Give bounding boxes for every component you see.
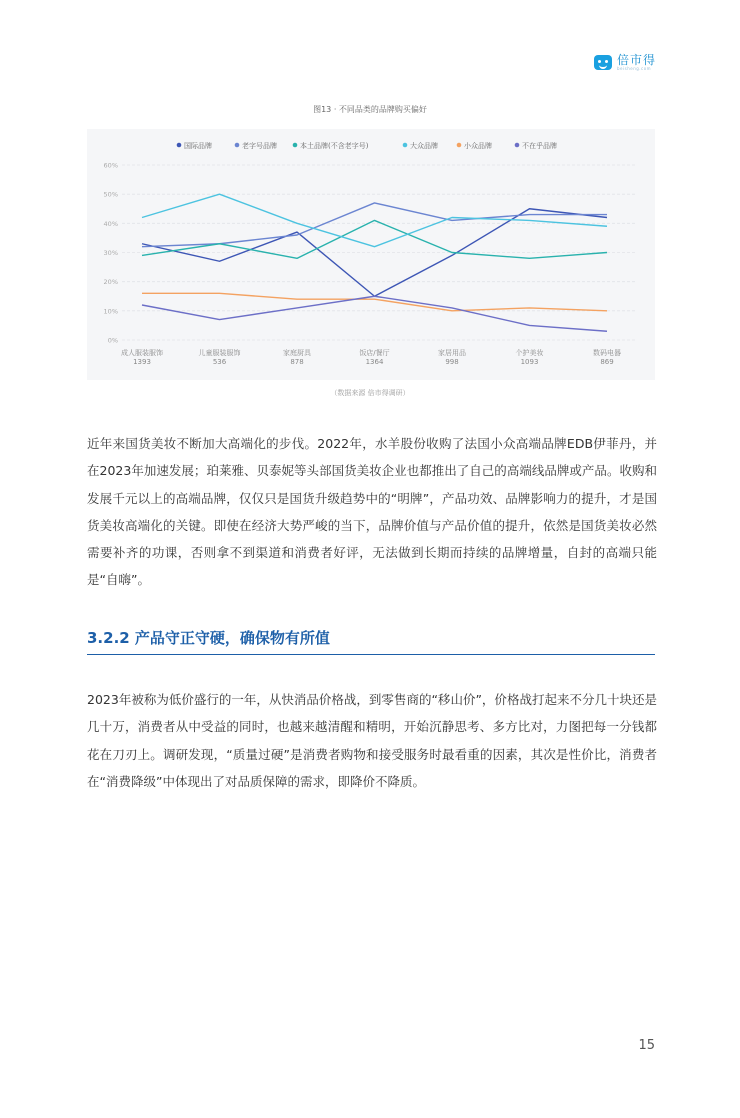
legend-label: 大众品牌 xyxy=(410,142,438,150)
legend-marker xyxy=(293,143,298,148)
figure-title: 图13 · 不同品类的品牌购买偏好 xyxy=(313,105,427,114)
chart-container xyxy=(87,129,655,380)
brand-name: 倍市得 xyxy=(617,53,657,67)
legend-marker xyxy=(515,143,520,148)
x-tick-label: 个护美妆 xyxy=(515,349,544,357)
x-tick-count: 1093 xyxy=(520,358,539,366)
legend-marker xyxy=(403,143,408,148)
y-tick-label: 50% xyxy=(103,190,118,199)
section-heading: 3.2.2 产品守正守硬，确保物有所值 xyxy=(87,629,330,647)
x-tick-count: 869 xyxy=(600,358,614,366)
paragraph-2: 2023年被称为低价盛行的一年，从快消品价格战，到零售商的“移山价”，价格战打起来不分几十块还是几十万，消费者从中受益的同时，也越来越清醒和精明，开始沉静思考、多方比对，力图把每一分钱都花在刀刃上。调研发现，“质量过硬”是消费者购物和接受服务时最看重的因素，其次是性价比，消费者在“消费降级”中体现出了对品质保障的需求，即降价不降质。 xyxy=(87,692,657,789)
x-tick-label: 家居用品 xyxy=(438,349,466,357)
legend-marker xyxy=(457,143,462,148)
x-tick-label: 成人服装服饰 xyxy=(121,349,163,357)
x-tick-count: 1364 xyxy=(365,358,384,366)
y-tick-label: 40% xyxy=(103,219,118,228)
x-tick-count: 536 xyxy=(212,358,227,366)
brand-subtitle: beisheng.com xyxy=(617,66,652,71)
section-divider xyxy=(87,654,655,655)
x-tick-count: 878 xyxy=(290,358,304,366)
line-chart xyxy=(87,129,655,380)
x-tick-count: 1393 xyxy=(133,358,151,366)
x-tick-count: 998 xyxy=(445,358,459,366)
legend-marker xyxy=(235,143,240,148)
y-tick-label: 60% xyxy=(103,161,118,170)
x-tick-label: 儿童服装服饰 xyxy=(198,349,241,357)
brand-logo xyxy=(594,54,656,71)
y-tick-label: 0% xyxy=(107,336,118,345)
series-line xyxy=(142,296,607,331)
legend-label: 本土品牌(不含老字号) xyxy=(300,142,369,150)
paragraph-1: 近年来国货美妆不断加大高端化的步伐。2022年，水羊股份收购了法国小众高端品牌EDB伊菲丹，并在2023年加速发展；珀莱雅、贝泰妮等头部国货美妆企业也都推出了自己的高端线品牌或产品。收购和发展千元以上的高端品牌，仅仅只是国货升级趋势中的“明牌”，产品功效、品牌影响力的提升，才是国货美妆高端化的关键。即使在经济大势严峻的当下，品牌价值与产品价值的提升，依然是国货美妆必然需要补齐的功课，否则拿不到渠道和消费者好评，无法做到长期而持续的品牌增量，自封的高端只能是“自嗨”。 xyxy=(87,436,657,588)
page-number: 15 xyxy=(638,1038,655,1053)
x-tick-label: 家庭厨具 xyxy=(283,349,311,357)
x-tick-label: 数码电器 xyxy=(593,349,621,357)
y-tick-label: 30% xyxy=(103,249,118,257)
legend-label: 不在乎品牌 xyxy=(522,142,557,150)
y-tick-label: 10% xyxy=(103,307,118,316)
legend-label: 老字号品牌 xyxy=(242,142,277,150)
x-tick-label: 饭店/餐厅 xyxy=(359,349,390,357)
legend-label: 国际品牌 xyxy=(184,142,212,150)
figure-source: （数据来源 倍市得调研） xyxy=(330,389,410,397)
legend-label: 小众品牌 xyxy=(464,142,492,150)
legend-marker xyxy=(177,143,182,148)
y-tick-label: 20% xyxy=(103,278,118,287)
smiley-logo-icon xyxy=(594,55,612,70)
